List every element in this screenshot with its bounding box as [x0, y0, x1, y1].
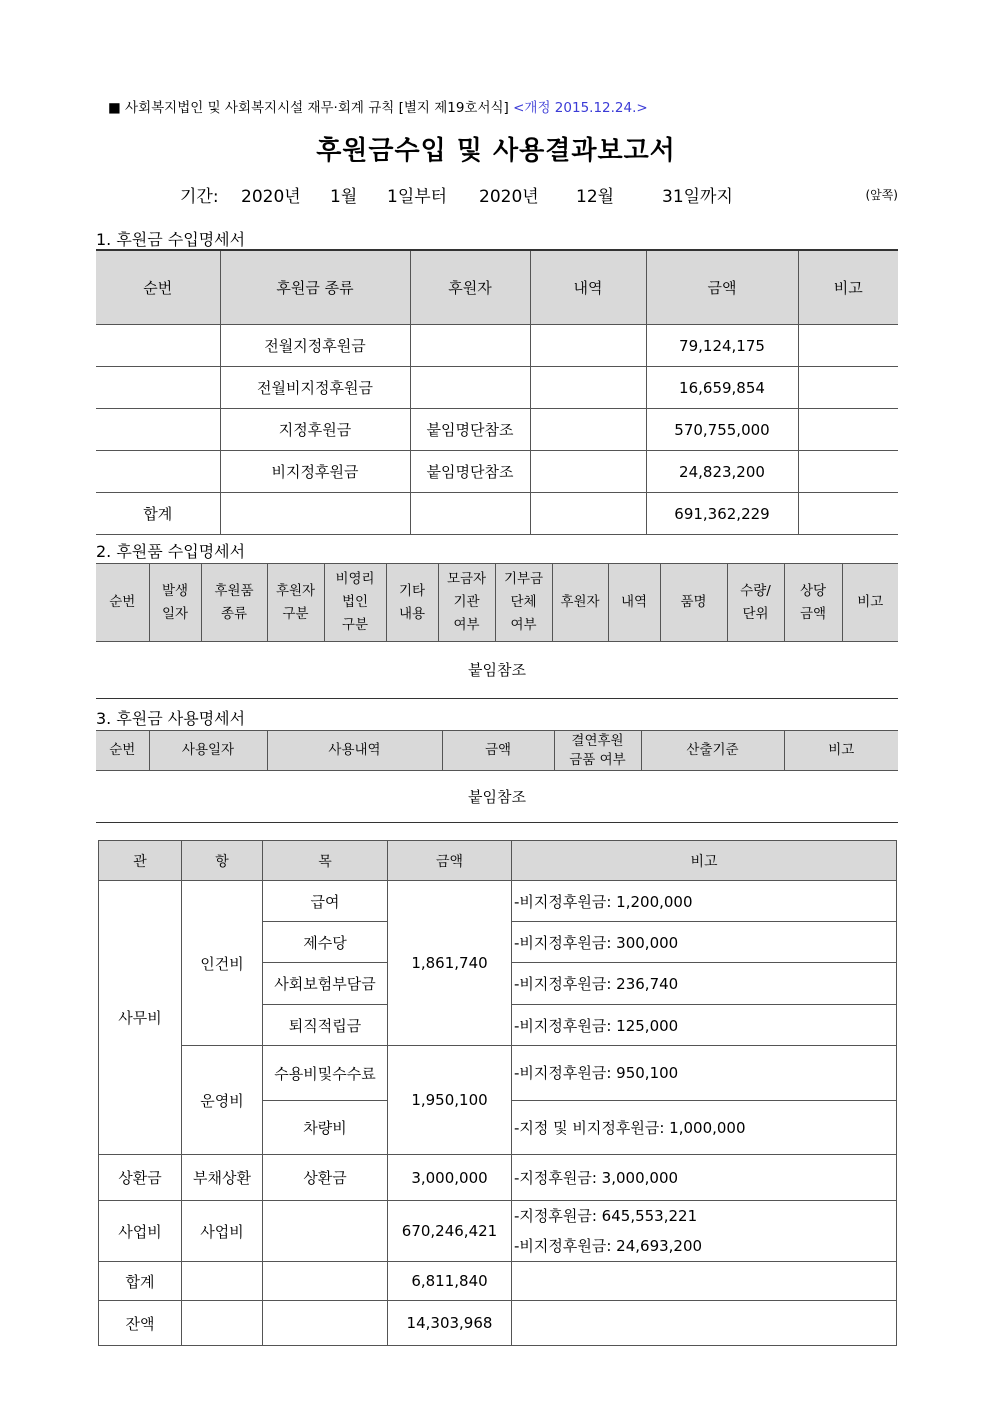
period-start-year: 2020년: [241, 187, 301, 207]
col-header-line: 비영리: [335, 571, 375, 587]
col-header-line: 산출기준: [686, 742, 739, 758]
hang-cell: 운영비: [182, 1046, 263, 1155]
mok-cell: [263, 1301, 388, 1346]
donor: 붙임명단참조: [410, 409, 530, 451]
detail: [530, 493, 646, 535]
col-header-line: 단체: [510, 594, 537, 610]
donor: [410, 325, 530, 367]
gwan-cell: 합계: [99, 1262, 182, 1301]
donation-type: 전월비지정후원금: [220, 367, 410, 409]
col-header: [784, 564, 842, 642]
mok-cell: [263, 1262, 388, 1301]
note-cell: -비지정후원금: 950,100: [512, 1046, 897, 1101]
col-header: [267, 564, 324, 642]
col-header-line: 후원품: [214, 582, 254, 599]
total-row: [99, 1262, 897, 1301]
col-header-line: 사용내역: [328, 742, 381, 758]
hang-cell: [182, 1262, 263, 1301]
col-header: [442, 731, 554, 771]
col-header-line: 순번: [109, 594, 136, 610]
attachment-reference: 붙임참조: [468, 788, 526, 806]
period-end-day: 31일까지: [662, 187, 733, 207]
table-row: [99, 1155, 897, 1201]
amount: 79,124,175: [646, 325, 798, 367]
hang-cell: 부채상환: [182, 1155, 263, 1201]
gwan-cell: 사무비: [99, 881, 182, 1155]
row-no: [96, 325, 220, 367]
col-header-line: 순번: [109, 742, 136, 758]
col-header-line: 후원자: [275, 582, 316, 599]
col-header-line: 기관: [453, 594, 480, 610]
period-end-year: 2020년: [479, 187, 539, 207]
row-no: 합계: [96, 493, 220, 535]
table-header-row: [96, 564, 898, 642]
col-header-line: 상당: [799, 582, 827, 599]
donation-type: [220, 493, 410, 535]
front-side-note: (앞쪽): [865, 188, 898, 202]
mok-cell: 차량비: [263, 1101, 388, 1155]
note-cell: [512, 1262, 897, 1301]
row-no: [96, 451, 220, 493]
col-header: 순번: [96, 250, 220, 325]
table-row: [96, 451, 898, 493]
col-header-line: 후원자: [560, 594, 600, 610]
mok-cell: 상환금: [263, 1155, 388, 1201]
col-header: [660, 564, 727, 642]
goods-income-table: [96, 563, 898, 642]
col-header: [554, 731, 641, 771]
amount: 691,362,229: [646, 493, 798, 535]
col-header: [324, 564, 386, 642]
attachment-reference: 붙임참조: [468, 661, 526, 679]
mok-cell: 수용비및수수료: [263, 1046, 388, 1101]
amount-cell: 6,811,840: [388, 1262, 512, 1301]
donation-usage-table: [96, 730, 898, 771]
donor: [410, 367, 530, 409]
table-header-row: [99, 841, 897, 881]
col-header: [267, 731, 442, 771]
amount: 570,755,000: [646, 409, 798, 451]
col-header: 항: [182, 841, 263, 881]
note: [798, 451, 898, 493]
col-header: 후원금 종류: [220, 250, 410, 325]
hang-cell: 사업비: [182, 1201, 263, 1262]
col-header: 관: [99, 841, 182, 881]
col-header-line: 법인: [341, 594, 369, 610]
col-header-line: 금액: [484, 742, 512, 758]
amount-cell: 670,246,421: [388, 1201, 512, 1262]
col-header: [842, 564, 898, 642]
donation-type: 비지정후원금: [220, 451, 410, 493]
amount-cell: 3,000,000: [388, 1155, 512, 1201]
detail: [530, 325, 646, 367]
col-header-line: 내용: [398, 605, 426, 622]
mok-cell: 사회보험부담금: [263, 963, 388, 1005]
mok-cell: 제수당: [263, 922, 388, 963]
col-header: [149, 564, 201, 642]
col-header-line: 일자: [161, 605, 189, 622]
col-header: [149, 731, 267, 771]
note: [798, 493, 898, 535]
col-header: [96, 564, 149, 642]
col-header: 비고: [512, 841, 897, 881]
table-row: [96, 367, 898, 409]
period-label: 기간:: [180, 187, 219, 207]
divider: [96, 698, 898, 699]
detail: [530, 451, 646, 493]
section1-title: 1. 후원금 수입명세서: [96, 230, 246, 249]
col-header-line: 금품 여부: [569, 751, 626, 768]
col-header-line: 종류: [220, 605, 248, 622]
note-line: -지정후원금: 645,553,221: [514, 1207, 698, 1225]
table-row: [99, 881, 897, 922]
col-header-line: 결연후원: [571, 732, 624, 749]
period-end-month: 12월: [576, 187, 615, 207]
detail: [530, 367, 646, 409]
period-start-day: 1일부터: [387, 187, 448, 207]
col-header: 금액: [388, 841, 512, 881]
col-header-line: 단위: [742, 605, 769, 622]
hang-cell: [182, 1301, 263, 1346]
hang-cell: 인건비: [182, 881, 263, 1046]
total-row: [96, 493, 898, 535]
col-header-line: 수량/: [740, 582, 771, 599]
note: [798, 409, 898, 451]
mok-cell: [263, 1201, 388, 1262]
col-header-line: 기타: [398, 582, 426, 599]
col-header: [641, 731, 784, 771]
gwan-cell: 상환금: [99, 1155, 182, 1201]
table-header-row: [96, 731, 898, 771]
page-title: 후원금수입 및 사용결과보고서: [316, 136, 676, 166]
note-cell: -지정 및 비지정후원금: 1,000,000: [512, 1101, 897, 1155]
note: [798, 325, 898, 367]
col-header: [552, 564, 608, 642]
amount: 24,823,200: [646, 451, 798, 493]
note-cell: [512, 1201, 897, 1262]
col-header: [727, 564, 784, 642]
table-header-row: [96, 250, 898, 325]
col-header-line: 기부금: [503, 571, 544, 587]
col-header-line: 품명: [680, 594, 707, 610]
detail: [530, 409, 646, 451]
note-cell: -비지정후원금: 236,740: [512, 963, 897, 1005]
amount-cell: 1,861,740: [388, 881, 512, 1046]
col-header-line: 비고: [857, 594, 884, 610]
table-row: [99, 1046, 897, 1101]
note-cell: [512, 1301, 897, 1346]
section3-title: 3. 후원금 사용명세서: [96, 709, 246, 728]
note-cell: -비지정후원금: 300,000: [512, 922, 897, 963]
revision-note: <개정 2015.12.24.>: [513, 100, 648, 116]
col-header-line: 금액: [799, 605, 827, 622]
period-start-month: 1월: [330, 187, 358, 207]
note-cell: -지정후원금: 3,000,000: [512, 1155, 897, 1201]
col-header-line: 여부: [453, 617, 480, 633]
row-no: [96, 367, 220, 409]
table-row: [96, 409, 898, 451]
col-header: [96, 731, 149, 771]
col-header: 목: [263, 841, 388, 881]
col-header: 비고: [798, 250, 898, 325]
col-header-line: 비고: [828, 742, 855, 758]
note-cell: -비지정후원금: 125,000: [512, 1005, 897, 1046]
col-header-line: 여부: [510, 617, 537, 633]
donation-income-table: [96, 249, 898, 535]
donation-type: 전월지정후원금: [220, 325, 410, 367]
usage-breakdown-table: [98, 840, 897, 1346]
row-no: [96, 409, 220, 451]
gwan-cell: 사업비: [99, 1201, 182, 1262]
amount-cell: 1,950,100: [388, 1046, 512, 1155]
table-row: [99, 1201, 897, 1262]
col-header: 후원자: [410, 250, 530, 325]
col-header-line: 구분: [341, 617, 369, 633]
donor: [410, 493, 530, 535]
gwan-cell: 잔액: [99, 1301, 182, 1346]
donation-type: 지정후원금: [220, 409, 410, 451]
note: [798, 367, 898, 409]
col-header: [608, 564, 660, 642]
col-header-line: 모금자: [446, 571, 487, 587]
balance-row: [99, 1301, 897, 1346]
note-line: -비지정후원금: 24,693,200: [514, 1237, 703, 1255]
col-header: [386, 564, 438, 642]
table-row: [96, 325, 898, 367]
mok-cell: 급여: [263, 881, 388, 922]
note-cell: -비지정후원금: 1,200,000: [512, 881, 897, 922]
col-header: [438, 564, 495, 642]
col-header: [201, 564, 267, 642]
amount: 16,659,854: [646, 367, 798, 409]
col-header: [495, 564, 552, 642]
col-header-line: 사용일자: [181, 742, 235, 758]
col-header: 금액: [646, 250, 798, 325]
col-header: [784, 731, 898, 771]
form-ref-text: ■ 사회복지법인 및 사회복지시설 재무·회계 규칙 [별지 제19호서식]: [108, 100, 509, 116]
divider: [96, 822, 898, 823]
col-header-line: 구분: [282, 605, 309, 622]
col-header: 내역: [530, 250, 646, 325]
donor: 붙임명단참조: [410, 451, 530, 493]
section2-title: 2. 후원품 수입명세서: [96, 542, 246, 561]
form-reference: [108, 96, 648, 116]
amount-cell: 14,303,968: [388, 1301, 512, 1346]
col-header-line: 내역: [620, 594, 648, 610]
col-header-line: 발생: [161, 582, 189, 599]
mok-cell: 퇴직적립금: [263, 1005, 388, 1046]
